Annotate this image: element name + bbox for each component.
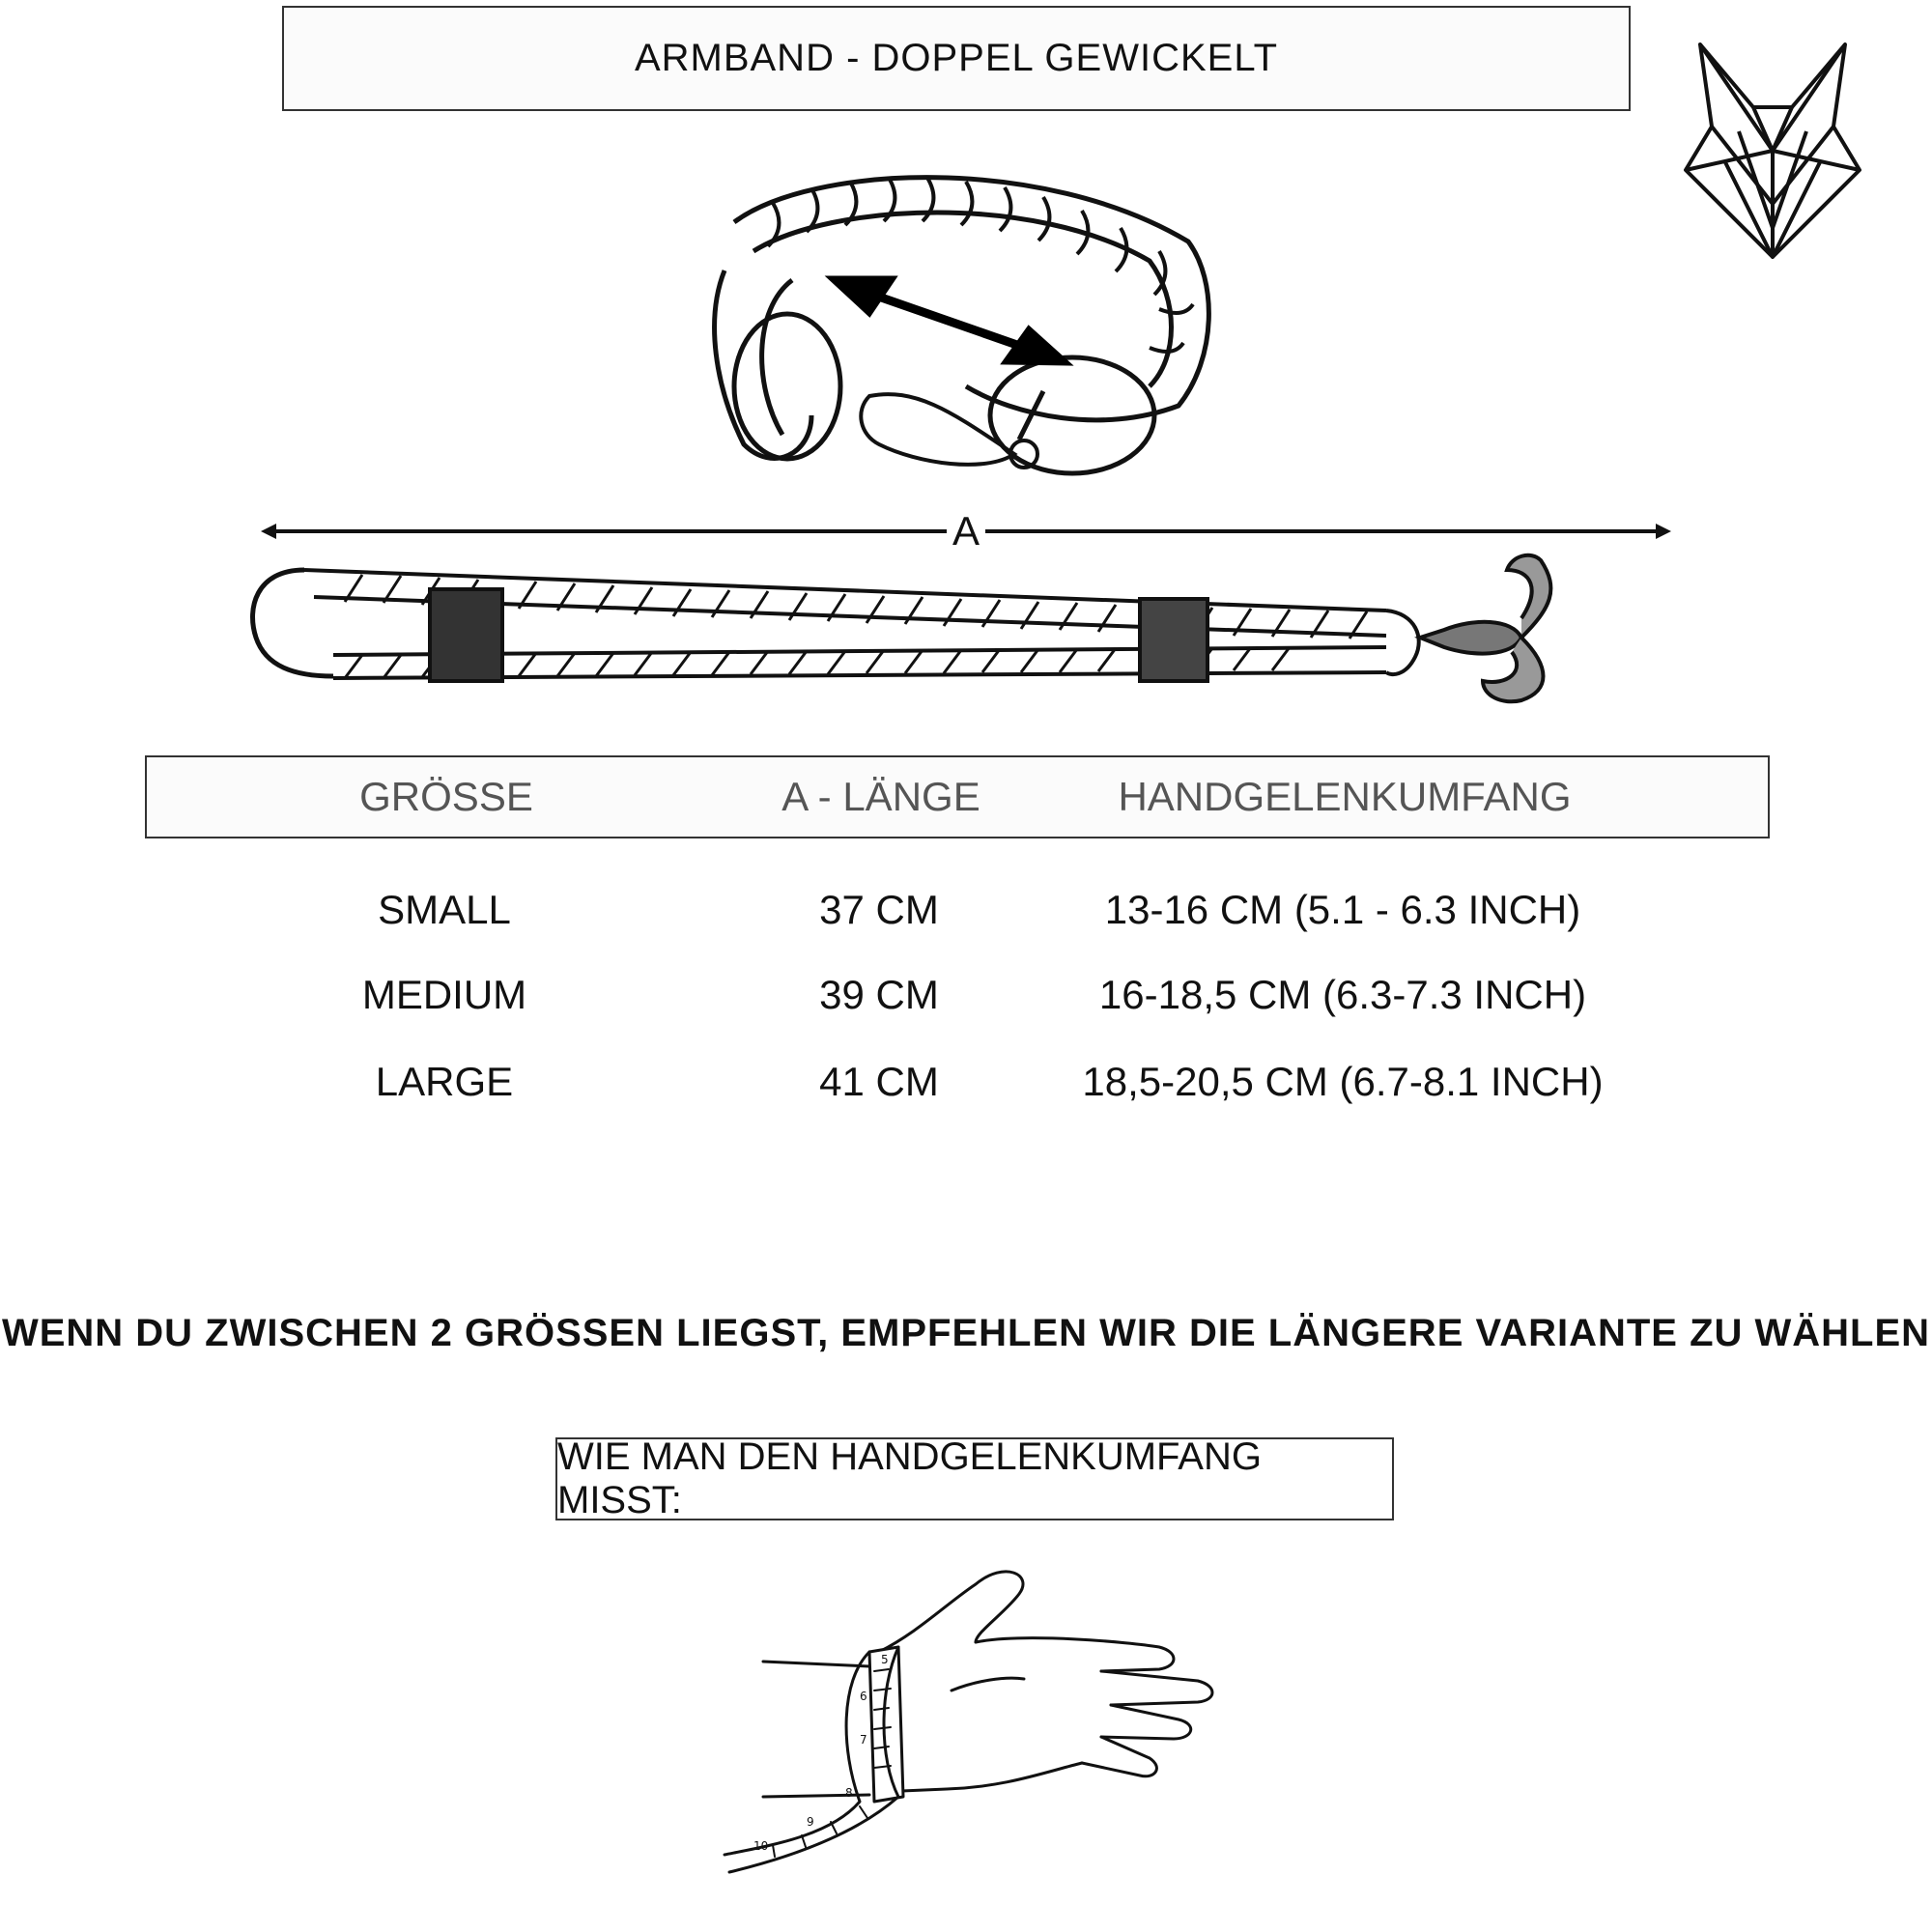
hand-with-measuring-tape-illustration xyxy=(715,1565,1294,1884)
howto-title: WIE MAN DEN HANDGELENKUMFANG MISST: xyxy=(557,1435,1262,1521)
cell-size: MEDIUM xyxy=(361,972,527,1017)
cell-wrist: 18,5-20,5 CM (6.7-8.1 INCH) xyxy=(1082,1059,1604,1104)
flat-bracelet-illustration xyxy=(246,551,1686,705)
recommendation-text: WENN DU ZWISCHEN 2 GRÖSSEN LIEGST, EMPFEHLEN WIR DIE LÄNGERE VARIANTE ZU WÄHLEN xyxy=(1,1311,1931,1354)
tape-tick: 9 xyxy=(807,1815,814,1829)
wolf-head-logo-icon xyxy=(1681,35,1864,262)
tape-tick: 8 xyxy=(845,1786,853,1800)
wrapped-bracelet-illustration xyxy=(696,164,1236,493)
title-box xyxy=(282,6,1631,111)
table-row xyxy=(145,881,1770,939)
cell-size: SMALL xyxy=(378,887,511,932)
header-size: GRÖSSE xyxy=(359,774,533,819)
tape-tick: 6 xyxy=(860,1690,867,1703)
header-wrist: HANDGELENKUMFANG xyxy=(1118,774,1572,819)
cell-length: 37 CM xyxy=(819,887,939,932)
cell-wrist: 16-18,5 CM (6.3-7.3 INCH) xyxy=(1098,972,1587,1017)
page-title: ARMBAND - DOPPEL GEWICKELT xyxy=(634,37,1279,79)
tape-tick: 5 xyxy=(881,1653,889,1666)
cell-wrist: 13-16 CM (5.1 - 6.3 INCH) xyxy=(1104,887,1581,932)
cell-length: 41 CM xyxy=(819,1059,939,1104)
header-length: A - LÄNGE xyxy=(781,774,980,819)
tape-tick: 10 xyxy=(753,1839,769,1853)
howto-box xyxy=(555,1437,1394,1520)
cell-length: 39 CM xyxy=(819,972,939,1017)
length-label: A xyxy=(947,504,985,558)
table-header xyxy=(145,755,1770,838)
cell-size: LARGE xyxy=(375,1059,514,1104)
tape-tick: 7 xyxy=(860,1733,867,1747)
table-row xyxy=(145,966,1770,1024)
table-row xyxy=(145,1053,1770,1111)
